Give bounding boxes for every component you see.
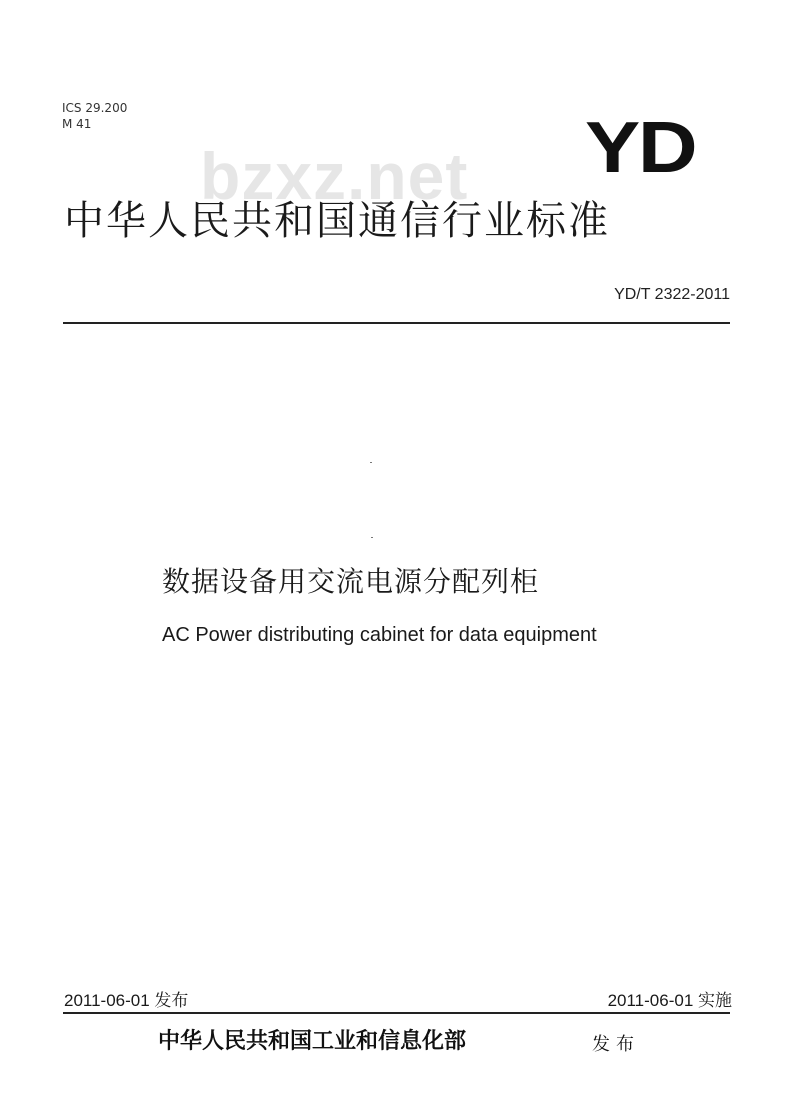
implement-date: 2011-06-01 实施 bbox=[607, 991, 732, 1010]
issuing-label: 发布 bbox=[592, 1034, 640, 1055]
yd-logo: YD bbox=[585, 108, 696, 188]
document-title-chinese: 数据设备用交流电源分配列柜 bbox=[162, 565, 540, 598]
footer-divider bbox=[63, 1012, 730, 1014]
header-divider bbox=[63, 322, 730, 324]
standard-category-title: 中华人民共和国通信行业标准 bbox=[64, 198, 610, 244]
watermark: bzxz.net bbox=[200, 139, 469, 213]
publish-date: 2011-06-01 发布 bbox=[64, 991, 189, 1010]
category-code: M 41 bbox=[62, 117, 92, 131]
issuing-authority: 中华人民共和国工业和信息化部 bbox=[158, 1028, 467, 1054]
scan-speck bbox=[371, 537, 373, 538]
ics-code: ICS 29.200 bbox=[62, 101, 128, 115]
document-title-english: AC Power distributing cabinet for data equipment bbox=[162, 624, 597, 646]
scan-speck bbox=[370, 462, 372, 463]
standard-number: YD/T 2322-2011 bbox=[614, 286, 730, 303]
classification-codes bbox=[62, 100, 127, 132]
